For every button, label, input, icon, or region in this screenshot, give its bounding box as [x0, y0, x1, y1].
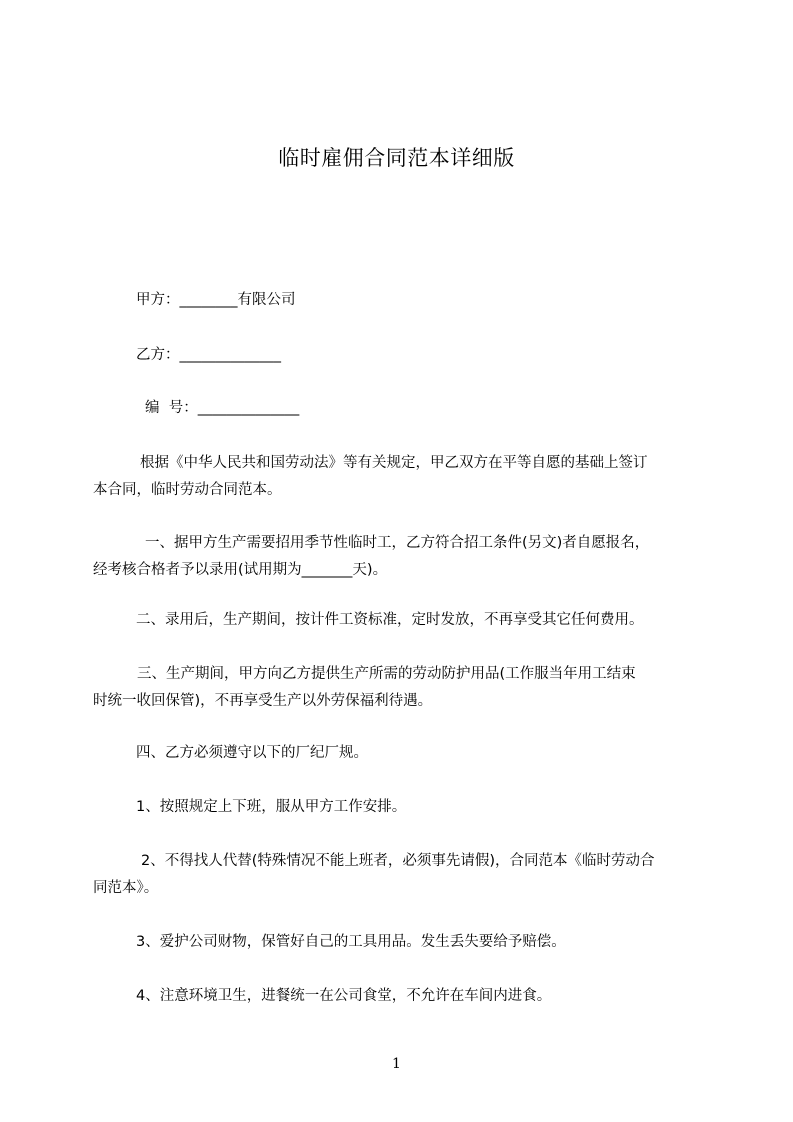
clause-3-line-1: 三、生产期间，甲方向乙方提供生产所需的劳动防护用品(工作服当年用工结束 [137, 666, 636, 682]
rule-2-line-2: 同范本》。 [93, 880, 159, 896]
clause-2: 二、录用后，生产期间，按计件工资标准，定时发放，不再享受其它任何费用。 [136, 612, 644, 628]
party-b-line: 乙方：______________ [136, 347, 281, 363]
rule-3: 3、爱护公司财物，保管好自己的工具用品。发生丢失要给予赔偿。 [136, 934, 566, 950]
rule-1: 1、按照规定上下班，服从甲方工作安排。 [136, 799, 407, 815]
rule-4: 4、注意环境卫生，进餐统一在公司食堂，不允许在车间内进食。 [136, 988, 552, 1004]
clause-1-line-1: 一、据甲方生产需要招用季节性临时工，乙方符合招工条件(另文)者自愿报名， [145, 535, 650, 551]
party-a-line: 甲方：________有限公司 [136, 292, 296, 308]
clause-4: 四、乙方必须遵守以下的厂纪厂规。 [136, 745, 368, 761]
intro-paragraph-line-1: 根据《中华人民共和国劳动法》等有关规定，甲乙双方在平等自愿的基础上签订 [140, 455, 648, 471]
clause-3-line-2: 时统一收回保管)，不再享受生产以外劳保福利待遇。 [93, 693, 433, 709]
page-number: 1 [392, 1056, 401, 1072]
document-title: 临时雇佣合同范本详细版 [278, 146, 515, 170]
clause-1-line-2: 经考核合格者予以录用(试用期为_______天)。 [93, 562, 388, 578]
rule-2-line-1: 2、不得找人代替(特殊情况不能上班者，必须事先请假)，合同范本《临时劳动合 [141, 853, 655, 869]
intro-paragraph-line-2: 本合同，临时劳动合同范本。 [93, 482, 282, 498]
contract-number-line: 编 号：______________ [145, 400, 300, 416]
